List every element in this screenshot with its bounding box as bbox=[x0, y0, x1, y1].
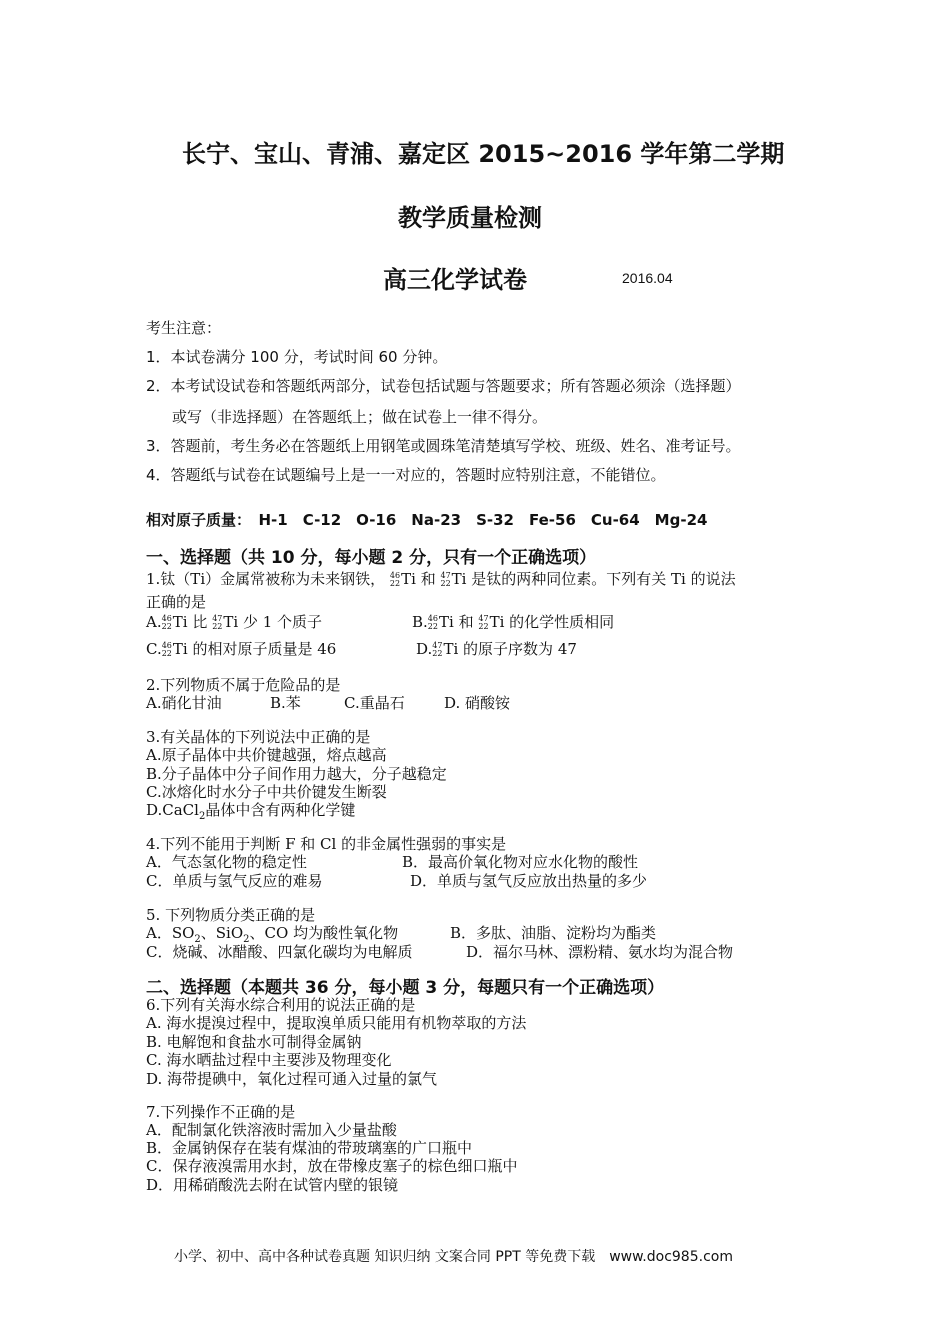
notice-item-2: 2．本考试设试卷和答题纸两部分，试卷包括试题与答题要求；所有答题必须涂（选择题） bbox=[146, 377, 741, 395]
q1-option-c: C. 46 22 Ti 的相对原子质量是 46 bbox=[146, 640, 337, 658]
q4-option-a: A．气态氢化物的稳定性 bbox=[146, 853, 307, 871]
exam-title-line1: 长宁、宝山、青浦、嘉定区 2015~2016 学年第二学期 bbox=[182, 140, 785, 168]
isotope-ti46: 46 22 bbox=[389, 571, 401, 588]
atomic-masses: 相对原子质量： H-1 C-12 O-16 Na-23 S-32 Fe-56 Cu-64 Mg-24 bbox=[146, 511, 708, 529]
q1-stem: 1.钛（Ti）金属常被称为未来钢铁， 46 22 Ti 和 47 22 Ti 是钛的两种同位素。下列有关 Ti 的说法 bbox=[146, 570, 736, 588]
q3-stem: 3.有关晶体的下列说法中正确的是 bbox=[146, 728, 371, 746]
q5-option-b: B．多肽、油脂、淀粉均为酯类 bbox=[450, 924, 657, 942]
section1-heading: 一、选择题（共 10 分，每小题 2 分，只有一个正确选项） bbox=[146, 548, 597, 568]
q7-option-d: D．用稀硝酸洗去附在试管内壁的银镜 bbox=[146, 1176, 399, 1194]
q5-option-d: D．福尔马林、漂粉精、氨水均为混合物 bbox=[466, 943, 734, 961]
q4-stem: 4.下列不能用于判断 F 和 Cl 的非金属性强弱的事实是 bbox=[146, 835, 507, 853]
q6-option-d: D. 海带提碘中，氧化过程可通入过量的氯气 bbox=[146, 1070, 438, 1088]
q3-option-b: B.分子晶体中分子间作用力越大，分子越稳定 bbox=[146, 765, 447, 783]
notice-heading: 考生注意： bbox=[146, 319, 222, 337]
notice-item-2-cont: 或写（非选择题）在答题纸上；做在试卷上一律不得分。 bbox=[172, 408, 548, 426]
notice-item-4: 4．答题纸与试卷在试题编号上是一一对应的，答题时应特别注意，不能错位。 bbox=[146, 466, 666, 484]
exam-date: 2016.04 bbox=[622, 270, 673, 286]
q1-stem-line2: 正确的是 bbox=[146, 593, 207, 611]
q5-option-c: C．烧碱、冰醋酸、四氯化碳均为电解质 bbox=[146, 943, 413, 961]
q2-option-b: B.苯 bbox=[270, 694, 301, 712]
q2-stem: 2.下列物质不属于危险品的是 bbox=[146, 676, 341, 694]
q6-option-c: C. 海水晒盐过程中主要涉及物理变化 bbox=[146, 1051, 392, 1069]
q6-option-a: A. 海水提溴过程中，提取溴单质只能用有机物萃取的方法 bbox=[146, 1014, 527, 1032]
q3-option-a: A.原子晶体中共价键越强，熔点越高 bbox=[146, 746, 387, 764]
q4-option-c: C．单质与氢气反应的难易 bbox=[146, 872, 323, 890]
q6-stem: 6.下列有关海水综合利用的说法正确的是 bbox=[146, 996, 416, 1014]
notice-item-3: 3．答题前，考生务必在答题纸上用钢笔或圆珠笔清楚填写学校、班级、姓名、准考证号。 bbox=[146, 437, 741, 455]
q1-option-a: A. 46 22 Ti 比 47 22 Ti 少 1 个质子 bbox=[146, 613, 323, 631]
q1-option-b: B. 46 22 Ti 和 47 22 Ti 的化学性质相同 bbox=[412, 613, 615, 631]
q2-option-a: A.硝化甘油 bbox=[146, 694, 222, 712]
exam-title-line2: 教学质量检测 bbox=[398, 204, 542, 232]
q3-option-c: C.冰熔化时水分子中共价键发生断裂 bbox=[146, 783, 387, 801]
q4-option-b: B．最高价氧化物对应水化物的酸性 bbox=[402, 853, 639, 871]
q7-option-b: B．金属钠保存在装有煤油的带玻璃塞的广口瓶中 bbox=[146, 1139, 473, 1157]
q6-option-b: B. 电解饱和食盐水可制得金属钠 bbox=[146, 1033, 362, 1051]
q4-option-d: D．单质与氢气反应放出热量的多少 bbox=[410, 872, 648, 890]
q7-stem: 7.下列操作不正确的是 bbox=[146, 1103, 296, 1121]
q1-option-d: D. 47 22 Ti 的原子序数为 47 bbox=[416, 640, 577, 658]
exam-title-line3: 高三化学试卷 bbox=[383, 266, 527, 294]
q3-option-d: D.CaCl$_2$晶体中含有两种化学键 bbox=[146, 801, 356, 822]
footer-text: 小学、初中、高中各种试卷真题 知识归纳 文案合同 PPT 等免费下载 www.doc985.com bbox=[174, 1249, 733, 1265]
q5-stem: 5. 下列物质分类正确的是 bbox=[146, 906, 316, 924]
isotope-ti47: 47 22 bbox=[440, 571, 451, 588]
q7-option-c: C．保存液溴需用水封，放在带橡皮塞子的棕色细口瓶中 bbox=[146, 1157, 518, 1175]
q2-option-c: C.重晶石 bbox=[344, 694, 405, 712]
q5-option-a: A．$SO_2$、SiO$_2$、CO 均为酸性氧化物 bbox=[146, 924, 399, 945]
q2-option-d: D. 硝酸铵 bbox=[444, 694, 511, 712]
notice-item-1: 1．本试卷满分 100 分，考试时间 60 分钟。 bbox=[146, 348, 448, 366]
q7-option-a: A．配制氯化铁溶液时需加入少量盐酸 bbox=[146, 1121, 397, 1139]
section2-heading: 二、选择题（本题共 36 分，每小题 3 分，每题只有一个正确选项） bbox=[146, 978, 665, 998]
